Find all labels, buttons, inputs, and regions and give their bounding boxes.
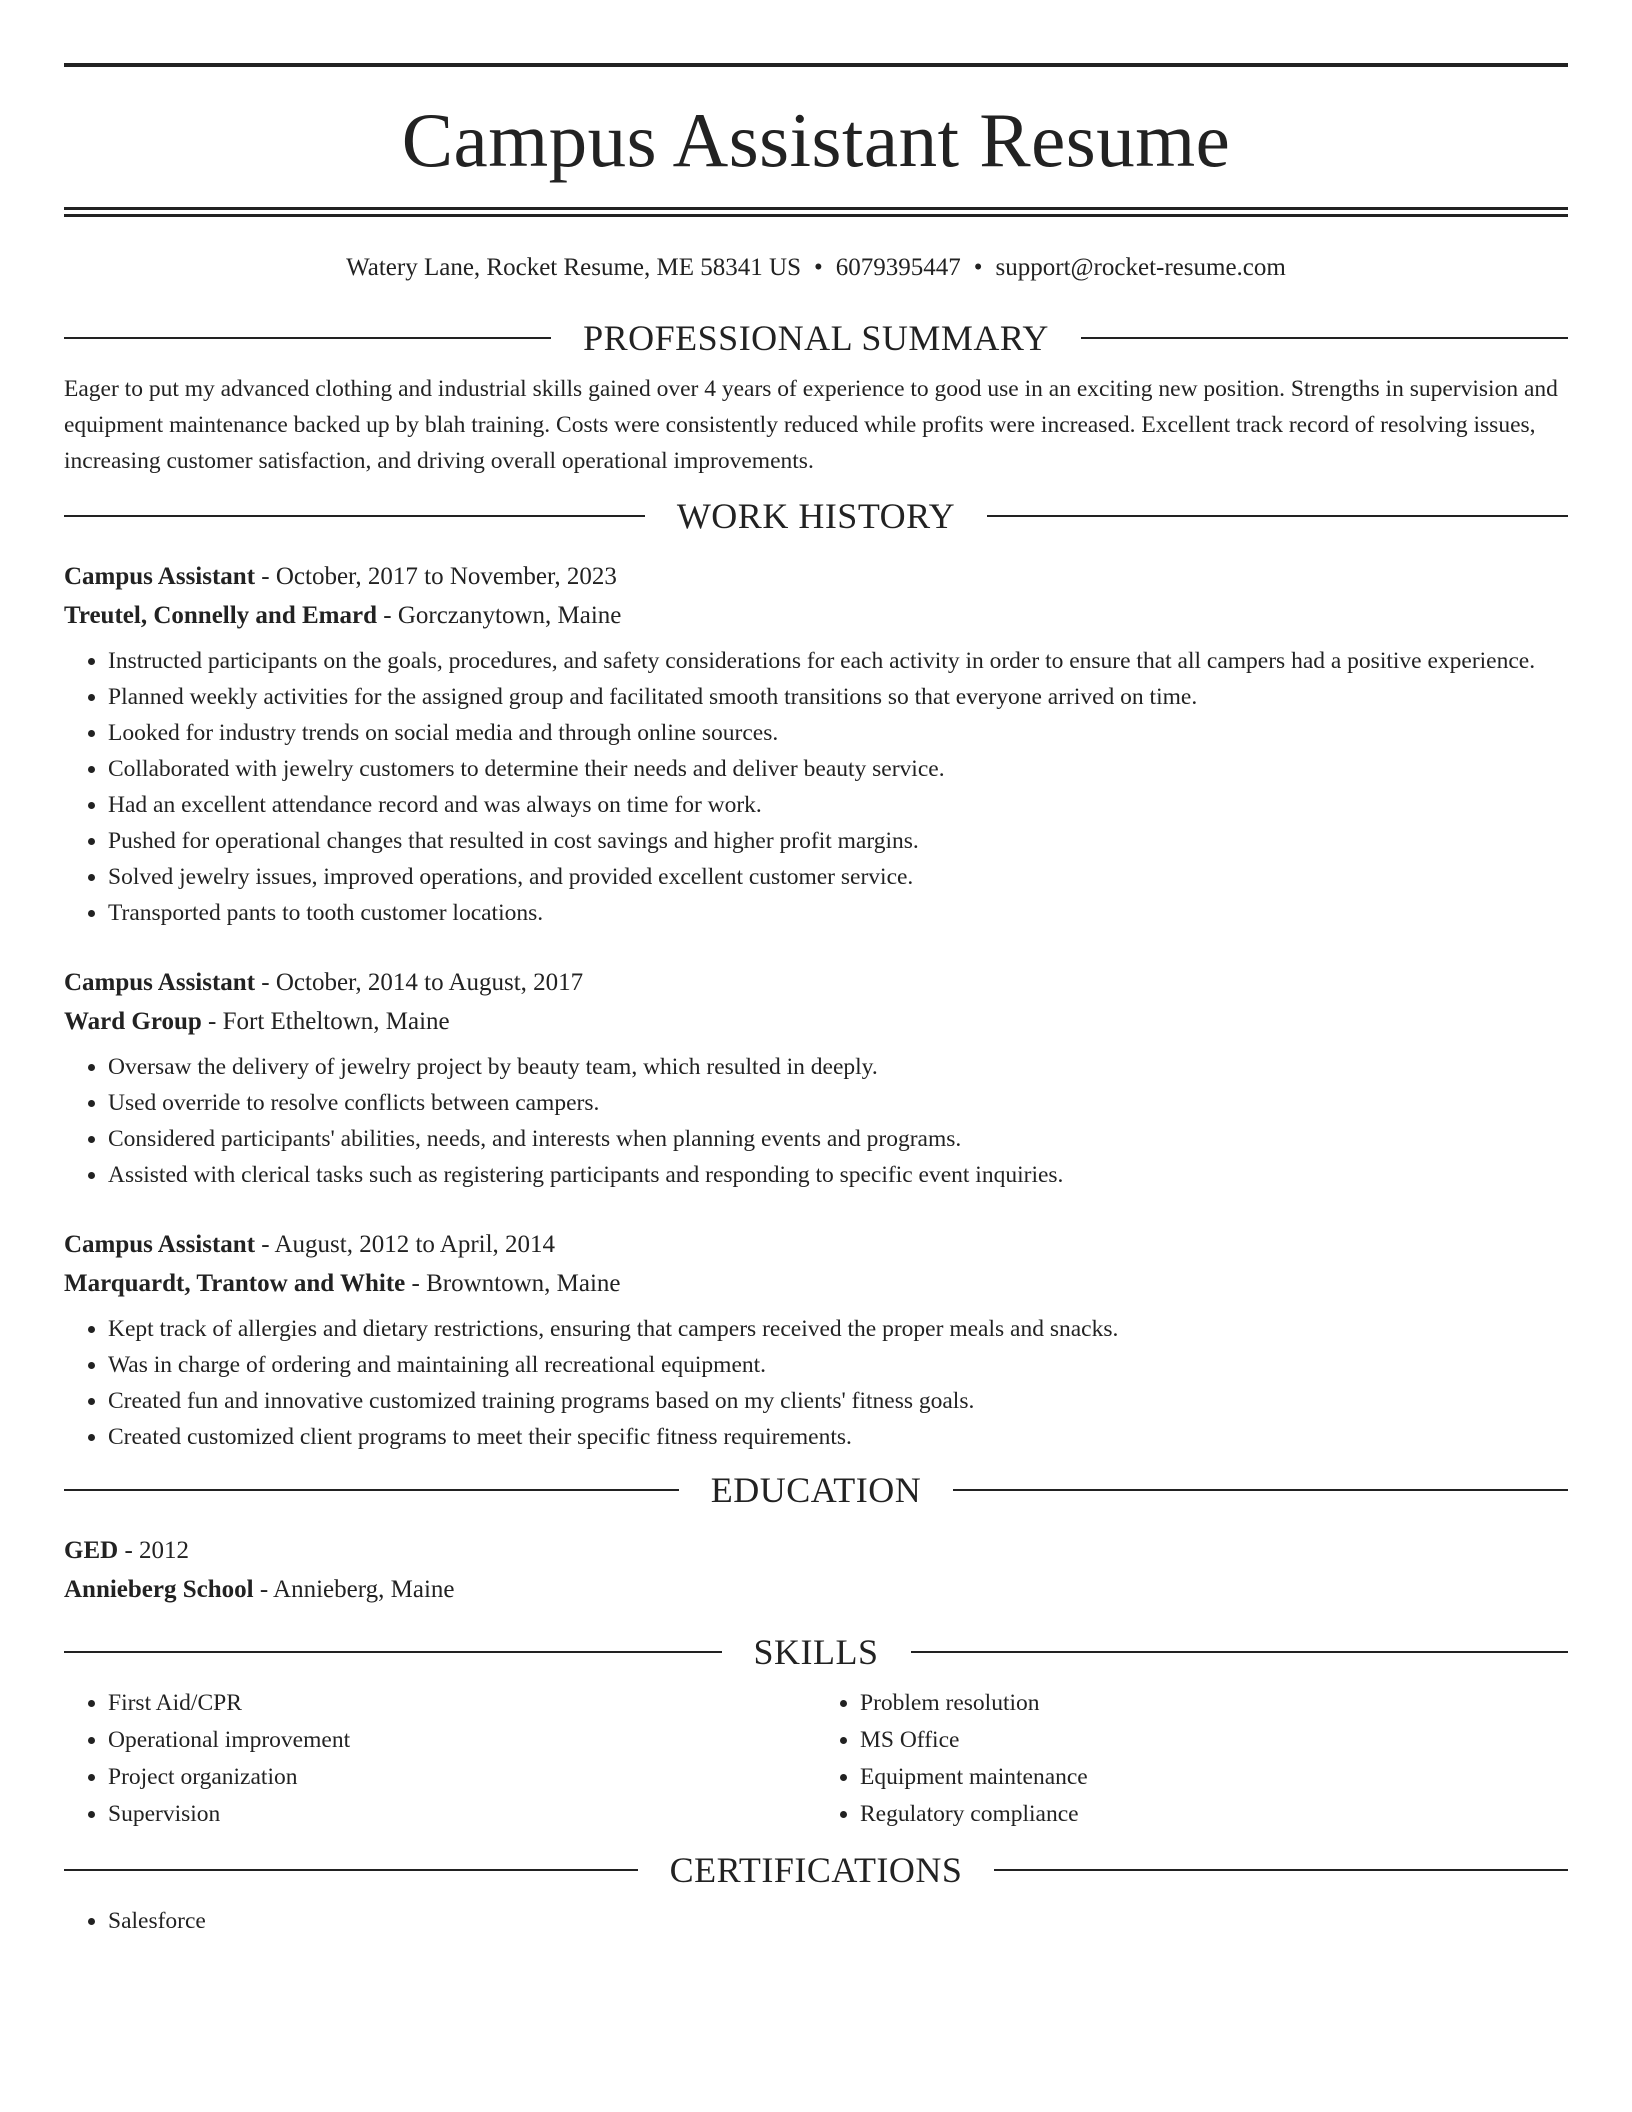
- certifications-list: [64, 1903, 1568, 1940]
- divider: [1081, 337, 1568, 339]
- list-item: • Project organization: [108, 1759, 816, 1796]
- list-item: • Operational improvement: [108, 1722, 816, 1759]
- skills-column-left: [64, 1685, 816, 1833]
- school-name: Annieberg School: [64, 1576, 254, 1603]
- resume-page: [64, 0, 1568, 1940]
- section-header-skills: [64, 1631, 1568, 1673]
- job-entry: [64, 557, 1568, 931]
- list-item: • Equipment maintenance: [860, 1759, 1568, 1796]
- job-entry: [64, 963, 1568, 1193]
- divider: [64, 1489, 679, 1491]
- company-name: Treutel, Connelly and Emard: [64, 602, 377, 629]
- address: Watery Lane, Rocket Resume, ME 58341 US: [346, 254, 801, 281]
- company-name: Ward Group: [64, 1008, 202, 1035]
- list-item: • Oversaw the delivery of jewelry project by beauty team, which resulted in deeply.: [108, 1049, 1568, 1085]
- education-entry: [64, 1531, 1568, 1609]
- divider: [64, 1869, 638, 1871]
- job-company-line: [64, 1264, 1568, 1303]
- section-title: CERTIFICATIONS: [669, 1850, 963, 1890]
- job-dates: - October, 2017 to November, 2023: [255, 563, 617, 590]
- divider: [64, 1651, 722, 1653]
- school-line: [64, 1570, 1568, 1609]
- job-bullets: [64, 643, 1568, 931]
- list-item: • Problem resolution: [860, 1685, 1568, 1722]
- email[interactable]: support@rocket-resume.com: [995, 254, 1286, 281]
- contact-line: [64, 253, 1568, 283]
- divider: [64, 337, 551, 339]
- company-location: - Fort Etheltown, Maine: [201, 1008, 450, 1035]
- job-title: Campus Assistant: [64, 969, 256, 996]
- contact-separator: •: [973, 254, 983, 281]
- divider: [994, 1869, 1568, 1871]
- job-bullets: [64, 1049, 1568, 1193]
- list-item: • Salesforce: [108, 1903, 1568, 1940]
- list-item: • Created fun and innovative customized training programs based on my clients' fitness goals.: [108, 1383, 1568, 1419]
- list-item: • Created customized client programs to meet their specific fitness requirements.: [108, 1419, 1568, 1455]
- divider: [953, 1489, 1568, 1491]
- list-item: • Assisted with clerical tasks such as registering participants and responding to specific event inquiries.: [108, 1157, 1568, 1193]
- list-item: • MS Office: [860, 1722, 1568, 1759]
- list-item: • Instructed participants on the goals, procedures, and safety considerations for each activity in order to ensure that all campers had a positive experience.: [108, 643, 1568, 679]
- section-title: EDUCATION: [710, 1470, 922, 1510]
- list-item: • Planned weekly activities for the assigned group and facilitated smooth transitions so that everyone arrived on time.: [108, 679, 1568, 715]
- job-dates: - August, 2012 to April, 2014: [255, 1231, 556, 1258]
- job-entry: [64, 1225, 1568, 1455]
- job-dates: - October, 2014 to August, 2017: [255, 969, 584, 996]
- job-title-line: [64, 557, 1568, 596]
- list-item: • Pushed for operational changes that resulted in cost savings and higher profit margins.: [108, 823, 1568, 859]
- skills-list: [64, 1685, 1568, 1833]
- section-header-work-history: [64, 495, 1568, 537]
- section-title: SKILLS: [753, 1632, 879, 1672]
- divider: [64, 515, 645, 517]
- section-header-certifications: [64, 1849, 1568, 1891]
- skills-column-right: [816, 1685, 1568, 1833]
- certifications-column: [64, 1903, 1568, 1940]
- graduation-year: - 2012: [118, 1537, 190, 1564]
- job-bullets: [64, 1311, 1568, 1455]
- job-title: Campus Assistant: [64, 1231, 256, 1258]
- job-company-line: [64, 596, 1568, 635]
- resume-title: Campus Assistant Resume: [401, 97, 1231, 183]
- list-item: • Looked for industry trends on social media and through online sources.: [108, 715, 1568, 751]
- job-title-line: [64, 963, 1568, 1002]
- company-location: - Gorczanytown, Maine: [377, 602, 622, 629]
- list-item: • Was in charge of ordering and maintaining all recreational equipment.: [108, 1347, 1568, 1383]
- list-item: • Solved jewelry issues, improved operations, and provided excellent customer service.: [108, 859, 1568, 895]
- job-company-line: [64, 1002, 1568, 1041]
- degree-line: [64, 1531, 1568, 1570]
- list-item: • Used override to resolve conflicts between campers.: [108, 1085, 1568, 1121]
- degree: GED: [64, 1537, 119, 1564]
- summary-text: Eager to put my advanced clothing and industrial skills gained over 4 years of experience to good use in an exciting new position. Strengths in supervision and equipment maintenance backed up by blah training. Costs were consistently reduced while profits were increased. Excellent track record of resolving issues, increasing customer satisfaction, and driving overall operational improvements.: [64, 376, 1558, 474]
- list-item: • Transported pants to tooth customer locations.: [108, 895, 1568, 931]
- list-item: • Had an excellent attendance record and was always on time for work.: [108, 787, 1568, 823]
- top-rule: [64, 63, 1568, 67]
- contact-separator: •: [814, 254, 823, 281]
- list-item: • Considered participants' abilities, needs, and interests when planning events and programs.: [108, 1121, 1568, 1157]
- list-item: • Collaborated with jewelry customers to determine their needs and deliver beauty service.: [108, 751, 1568, 787]
- company-name: Marquardt, Trantow and White: [64, 1270, 406, 1297]
- school-location: - Annieberg, Maine: [253, 1576, 455, 1603]
- divider: [911, 1651, 1569, 1653]
- phone: 6079395447: [835, 254, 961, 281]
- list-item: • First Aid/CPR: [108, 1685, 816, 1722]
- job-title-line: [64, 1225, 1568, 1264]
- list-item: • Kept track of allergies and dietary restrictions, ensuring that campers received the proper meals and snacks.: [108, 1311, 1568, 1347]
- section-header-education: [64, 1469, 1568, 1511]
- job-title: Campus Assistant: [64, 563, 256, 590]
- section-title: PROFESSIONAL SUMMARY: [583, 318, 1049, 358]
- company-location: - Browntown, Maine: [405, 1270, 621, 1297]
- title-double-rule: [64, 207, 1568, 217]
- section-title: WORK HISTORY: [676, 496, 956, 536]
- divider: [987, 515, 1568, 517]
- list-item: • Regulatory compliance: [860, 1796, 1568, 1833]
- list-item: • Supervision: [108, 1796, 816, 1833]
- section-header-summary: [64, 317, 1568, 359]
